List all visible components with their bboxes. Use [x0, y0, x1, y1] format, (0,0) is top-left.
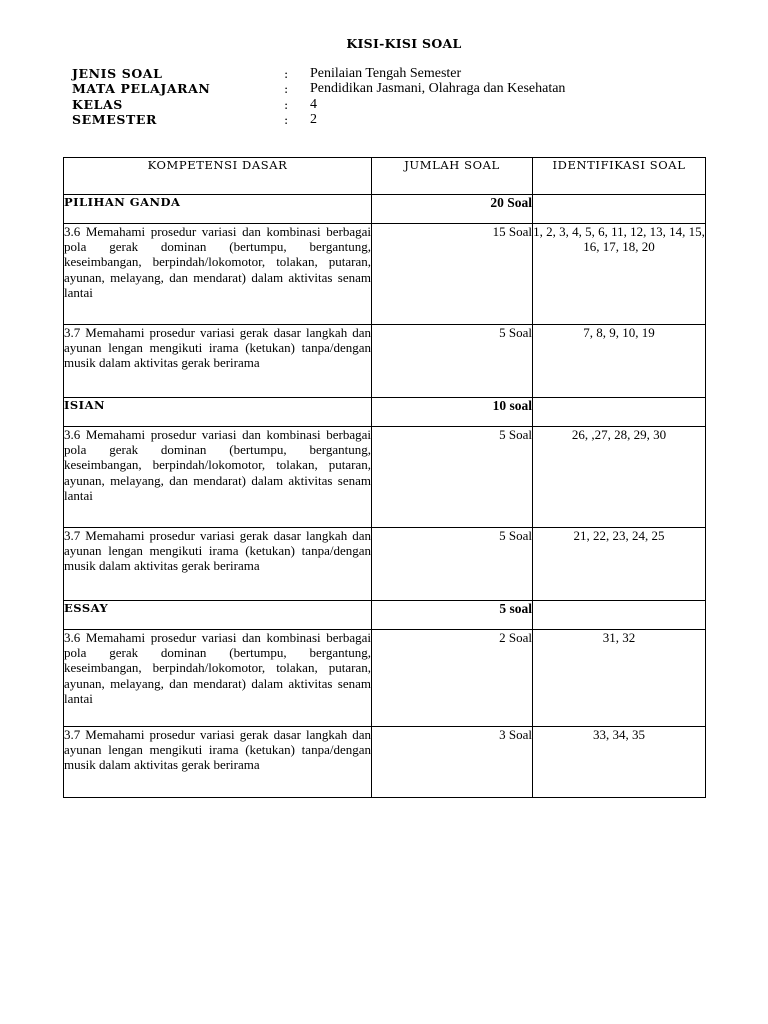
- jumlah-cell: 15 Soal: [372, 224, 533, 325]
- section-row-pilihan-ganda: [64, 195, 706, 224]
- table-row: [64, 630, 706, 727]
- section-name: ESSAY: [64, 601, 372, 630]
- meta-key: JENIS SOAL: [72, 66, 163, 81]
- meta-row-jenis-soal: [72, 66, 712, 81]
- jumlah-cell: 5 Soal: [372, 427, 533, 528]
- document-meta: [72, 66, 712, 128]
- section-row-isian: [64, 398, 706, 427]
- section-total: 20 Soal: [372, 195, 533, 224]
- meta-value: Pendidikan Jasmani, Olahraga dan Kesehatan: [310, 81, 566, 97]
- meta-value: Penilaian Tengah Semester: [310, 66, 462, 81]
- meta-value: 2: [310, 112, 317, 128]
- meta-colon: :: [284, 112, 289, 128]
- kd-cell: 3.7 Memahami prosedur variasi gerak dasar langkah dan ayunan lengan mengikuti irama (ketukan) tanpa/dengan musik dalam aktivitas gerak berirama: [64, 528, 372, 601]
- table-row: [64, 528, 706, 601]
- table-header-row: [64, 158, 706, 195]
- jumlah-cell: 2 Soal: [372, 630, 533, 727]
- jumlah-cell: 3 Soal: [372, 727, 533, 798]
- ids-cell: 7, 8, 9, 10, 19: [533, 325, 706, 398]
- section-empty-cell: [533, 601, 706, 630]
- section-row-essay: [64, 601, 706, 630]
- meta-row-mata-pelajaran: [72, 81, 712, 96]
- section-empty-cell: [533, 195, 706, 224]
- ids-cell: 26, ,27, 28, 29, 30: [533, 427, 706, 528]
- meta-colon: :: [284, 81, 289, 97]
- meta-row-kelas: [72, 97, 712, 112]
- kd-cell: 3.6 Memahami prosedur variasi dan kombinasi berbagai pola gerak dominan (bertumpu, bergantung, keseimbangan, berpindah/lokomotor, tolakan, putaran, ayunan, melayang, dan mendarat) dalam aktivitas senam lantai: [64, 224, 372, 325]
- header-kompetensi-dasar: KOMPETENSI DASAR: [64, 158, 372, 195]
- meta-key: SEMESTER: [72, 112, 157, 128]
- page-title: KISI-KISI SOAL: [346, 36, 462, 51]
- header-identifikasi-soal: IDENTIFIKASI SOAL: [533, 158, 706, 195]
- ids-cell: 21, 22, 23, 24, 25: [533, 528, 706, 601]
- meta-colon: :: [284, 96, 289, 112]
- ids-cell: 33, 34, 35: [533, 727, 706, 798]
- kd-cell: 3.6 Memahami prosedur variasi dan kombinasi berbagai pola gerak dominan (bertumpu, bergantung, keseimbangan, berpindah/lokomotor, tolakan, putaran, ayunan, melayang, dan mendarat) dalam aktivitas senam lantai: [64, 427, 372, 528]
- kisi-kisi-table: [63, 157, 706, 798]
- meta-key: MATA PELAJARAN: [72, 81, 211, 97]
- header-jumlah-soal: JUMLAH SOAL: [372, 158, 533, 195]
- section-name: PILIHAN GANDA: [64, 195, 372, 224]
- table-row: [64, 427, 706, 528]
- jumlah-cell: 5 Soal: [372, 528, 533, 601]
- section-total: 5 soal: [372, 601, 533, 630]
- meta-key: KELAS: [72, 96, 123, 112]
- table-row: [64, 727, 706, 798]
- section-empty-cell: [533, 398, 706, 427]
- section-total: 10 soal: [372, 398, 533, 427]
- kd-cell: 3.7 Memahami prosedur variasi gerak dasar langkah dan ayunan lengan mengikuti irama (ketukan) tanpa/dengan musik dalam aktivitas gerak berirama: [64, 727, 372, 798]
- jumlah-cell: 5 Soal: [372, 325, 533, 398]
- kd-cell: 3.7 Memahami prosedur variasi gerak dasar langkah dan ayunan lengan mengikuti irama (ketukan) tanpa/dengan musik dalam aktivitas gerak berirama: [64, 325, 372, 398]
- ids-cell: 31, 32: [533, 630, 706, 727]
- meta-value: 4: [310, 96, 317, 112]
- meta-row-semester: [72, 112, 712, 127]
- ids-cell: 1, 2, 3, 4, 5, 6, 11, 12, 13, 14, 15, 16, 17, 18, 20: [533, 224, 706, 325]
- table-row: [64, 224, 706, 325]
- meta-colon: :: [284, 66, 289, 81]
- kd-cell: 3.6 Memahami prosedur variasi dan kombinasi berbagai pola gerak dominan (bertumpu, bergantung, keseimbangan, berpindah/lokomotor, tolakan, putaran, ayunan, melayang, dan mendarat) dalam aktivitas senam lantai: [64, 630, 372, 727]
- section-name: ISIAN: [64, 398, 372, 427]
- table-row: [64, 325, 706, 398]
